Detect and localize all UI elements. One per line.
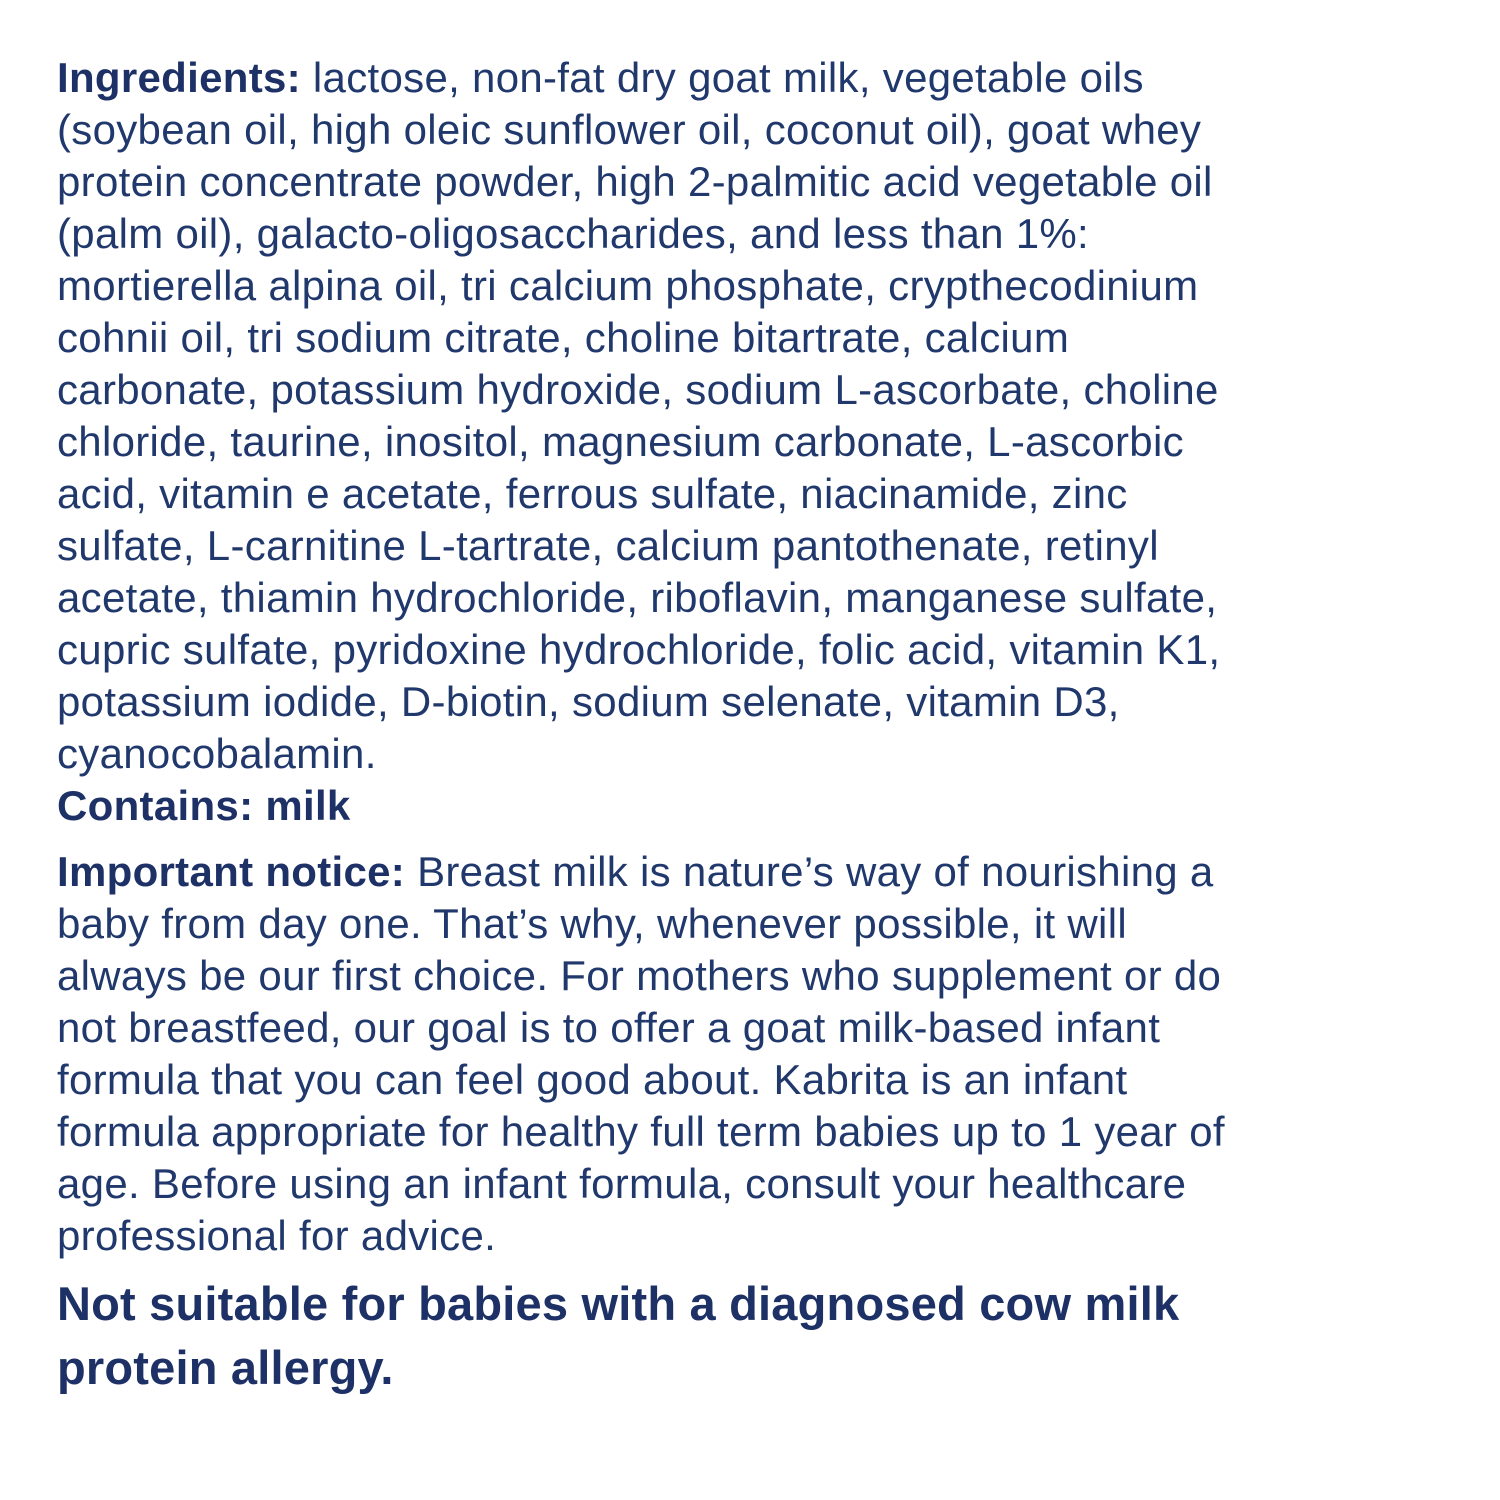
notice-line: professional for advice. xyxy=(57,1212,497,1259)
ingredients-line: chloride, taurine, inositol, magnesium carbonate, L-ascorbic xyxy=(57,418,1184,465)
contains-label: Contains: milk xyxy=(57,782,351,829)
warning-line: Not suitable for babies with a diagnosed cow milk xyxy=(57,1277,1180,1330)
notice-line: formula that you can feel good about. Kabrita is an infant xyxy=(57,1056,1128,1103)
ingredients-line: acetate, thiamin hydrochloride, riboflavin, manganese sulfate, xyxy=(57,574,1218,621)
notice-line xyxy=(57,846,1470,898)
notice-line: always be our first choice. For mothers who supplement or do xyxy=(57,952,1222,999)
ingredients-line: (soybean oil, high oleic sunflower oil, coconut oil), goat whey xyxy=(57,106,1202,153)
allergy-warning xyxy=(57,1272,1470,1400)
notice-line: baby from day one. That’s why, whenever possible, it will xyxy=(57,900,1127,947)
ingredients-line: mortierella alpina oil, tri calcium phosphate, crypthecodinium xyxy=(57,262,1199,309)
ingredients-line: acid, vitamin e acetate, ferrous sulfate, niacinamide, zinc xyxy=(57,470,1128,517)
ingredients-line: potassium iodide, D-biotin, sodium selenate, vitamin D3, xyxy=(57,678,1120,725)
notice-line-rest: Breast milk is nature’s way of nourishing a xyxy=(405,848,1214,895)
ingredients-label: Ingredients: xyxy=(57,54,301,101)
ingredients-line: carbonate, potassium hydroxide, sodium L-ascorbate, choline xyxy=(57,366,1219,413)
ingredients-line-rest: lactose, non-fat dry goat milk, vegetable oils xyxy=(300,54,1144,101)
ingredients-line: sulfate, L-carnitine L-tartrate, calcium pantothenate, retinyl xyxy=(57,522,1159,569)
important-notice-label: Important notice: xyxy=(57,848,406,895)
important-notice-paragraph xyxy=(57,846,1470,1262)
ingredients-line: cohnii oil, tri sodium citrate, choline bitartrate, calcium xyxy=(57,314,1070,361)
warning-line: protein allergy. xyxy=(57,1341,394,1394)
notice-line: not breastfeed, our goal is to offer a goat milk-based infant xyxy=(57,1004,1161,1051)
ingredients-line: (palm oil), galacto-oligosaccharides, and less than 1%: xyxy=(57,210,1090,257)
ingredients-paragraph xyxy=(57,52,1470,780)
notice-line: age. Before using an infant formula, consult your healthcare xyxy=(57,1160,1187,1207)
ingredients-line: protein concentrate powder, high 2-palmitic acid vegetable oil xyxy=(57,158,1213,205)
notice-line: formula appropriate for healthy full term babies up to 1 year of xyxy=(57,1108,1225,1155)
ingredients-line: cyanocobalamin. xyxy=(57,730,377,777)
contains-statement xyxy=(57,780,1470,832)
ingredients-line: cupric sulfate, pyridoxine hydrochloride, folic acid, vitamin K1, xyxy=(57,626,1221,673)
ingredients-line xyxy=(57,52,1470,104)
